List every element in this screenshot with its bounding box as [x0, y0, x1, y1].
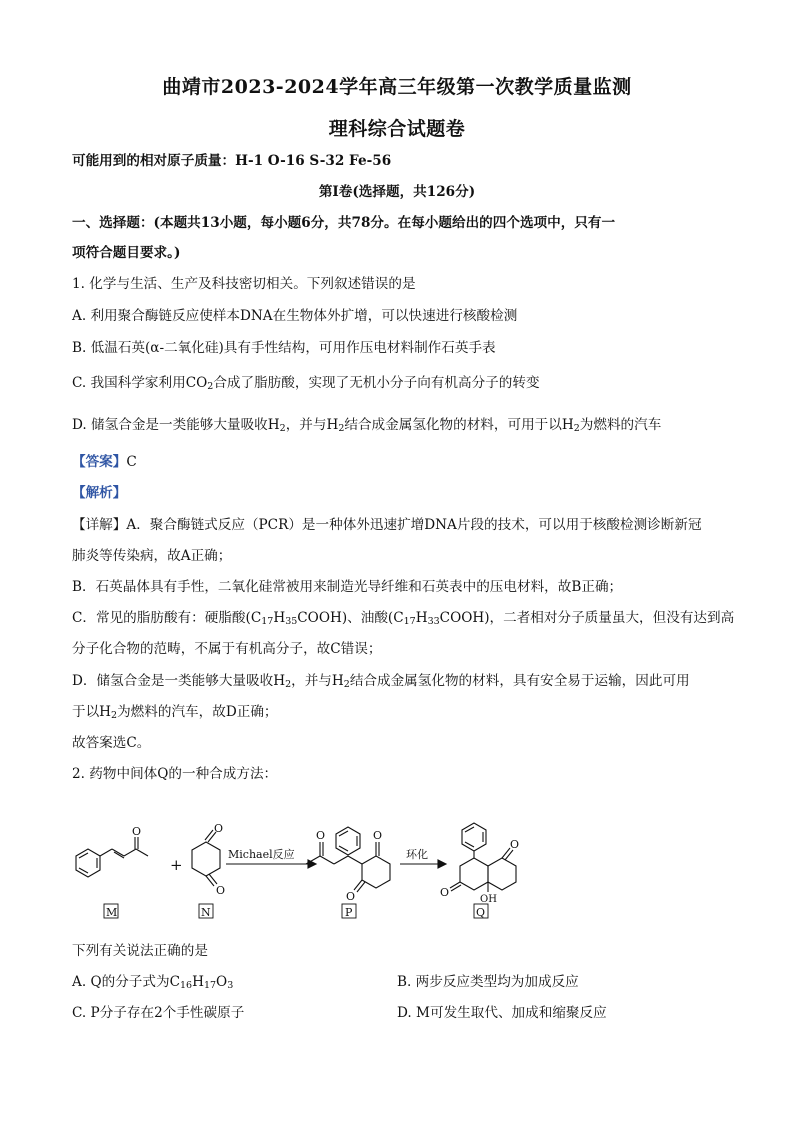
atom-o: O — [132, 825, 142, 838]
reaction-scheme — [70, 822, 730, 932]
formula-h2: $H_2$ — [267, 417, 286, 434]
reaction-arrow-1 — [226, 847, 316, 868]
molecule-n — [192, 822, 225, 897]
q1-answer — [72, 453, 722, 471]
label-p: P — [345, 906, 353, 919]
q1-detail-line-5: 分子化合物的范畴，不属于有机高分子，故C错误； — [72, 641, 382, 657]
q1-option-d-part4: 为燃料的汽车 — [579, 417, 662, 433]
compound-labels — [104, 904, 488, 918]
atom-o: O — [510, 838, 520, 851]
q1-analysis — [72, 484, 722, 502]
reaction-arrow-2 — [400, 847, 446, 868]
q2-option-c: C. P分子存在2个手性碳原子 — [72, 1005, 245, 1021]
q1-option-c-post: 合成了脂肪酸，实现了无机小分子向有机高分子的转变 — [213, 375, 540, 391]
formula-co2: $CO_2$ — [185, 375, 214, 392]
q1-detail-line-2: 肺炎等传染病，故A正确； — [72, 548, 232, 564]
answer-value: C — [126, 454, 137, 470]
q1-option-a: A. 利用聚合酶链反应使样本DNA在生物体外扩增，可以快速进行核酸检测 — [72, 308, 518, 324]
q2-option-b: B. 两步反应类型均为加成反应 — [397, 974, 579, 990]
molecule-q — [440, 823, 519, 905]
formula-h2: $H_2$ — [326, 417, 345, 434]
q1-option-b: B. 低温石英(α-二氧化硅)具有手性结构，可用作压电材料制作石英手表 — [72, 340, 496, 356]
q1-detail-line-1: 【详解】A．聚合酶链式反应（PCR）是一种体外迅速扩增DNA片段的技术，可以用于核酸检测诊断新冠 — [72, 517, 702, 533]
atom-oh: OH — [480, 894, 497, 905]
molecule-p — [306, 827, 390, 903]
q1-option-c — [72, 374, 722, 392]
q1-option-d-part3: 结合成金属氢化物的材料，可用于以 — [344, 417, 562, 433]
label-q: Q — [476, 906, 486, 919]
q1-option-d — [72, 416, 722, 434]
q1-detail-line-4: C．常见的脂肪酸有：硬脂酸$(C_{17}H_{35}COOH)$、油酸$(C_{17}H_{33}COOH)$，二者相对分子质量虽大，但没有达到高 — [72, 610, 735, 627]
q1-detail-line-3: B．石英晶体具有手性，二氧化硅常被用来制造光导纤维和石英表中的压电材料，故B正确； — [72, 579, 623, 595]
exam-title: 曲靖市2023-2024学年高三年级第一次教学质量监测 — [162, 76, 632, 98]
plus-sign: + — [170, 856, 183, 874]
atom-o: O — [346, 890, 356, 903]
analysis-tag: 【解析】 — [72, 485, 127, 501]
arrow1-label: Michael反应 — [228, 848, 295, 861]
molecule-m — [76, 825, 148, 877]
q1-option-d-part1: D. 储氢合金是一类能够大量吸收 — [72, 417, 268, 433]
atom-o: O — [440, 886, 450, 899]
instructions-line-1: 一、选择题：(本题共13小题，每小题6分，共78分。在每小题给出的四个选项中，只有一 — [72, 215, 616, 231]
q2-option-d: D. M可发生取代、加成和缩聚反应 — [397, 1005, 607, 1021]
label-m: M — [106, 906, 118, 919]
q1-detail-line-6: D．储氢合金是一类能够大量吸收$H_2$，并与$H_2$结合成金属氢化物的材料，具有安全易于运输，因此可用 — [72, 673, 690, 690]
section-title: 第I卷(选择题，共126分) — [318, 184, 476, 200]
atom-o: O — [316, 829, 326, 842]
q2-question: 下列有关说法正确的是 — [72, 943, 208, 959]
atom-o: O — [373, 829, 383, 842]
label-n: N — [201, 906, 211, 919]
arrow2-label: 环化 — [406, 848, 428, 861]
q2-stem: 2. 药物中间体Q的一种合成方法： — [72, 766, 278, 782]
q1-detail-line-7: 于以$H_2$为燃料的汽车，故D正确； — [72, 704, 278, 721]
formula-h2: $H_2$ — [561, 417, 580, 434]
atomic-mass-note: 可能用到的相对原子质量：H-1 O-16 S-32 Fe-56 — [72, 153, 392, 169]
answer-tag: 【答案】 — [72, 454, 127, 470]
exam-subtitle: 理科综合试题卷 — [328, 118, 466, 140]
q1-option-c-pre: C. 我国科学家利用 — [72, 375, 186, 391]
instructions-line-2: 项符合题目要求。) — [72, 245, 181, 261]
atom-o: O — [216, 884, 226, 897]
q1-stem: 1. 化学与生活、生产及科技密切相关。下列叙述错误的是 — [72, 276, 416, 292]
atom-o: O — [214, 822, 224, 835]
q1-detail-line-8: 故答案选C。 — [72, 735, 151, 751]
q2-option-a: A. Q的分子式为$C_{16}H_{17}O_3$ — [72, 974, 234, 991]
q1-option-d-part2: ，并与 — [285, 417, 327, 433]
